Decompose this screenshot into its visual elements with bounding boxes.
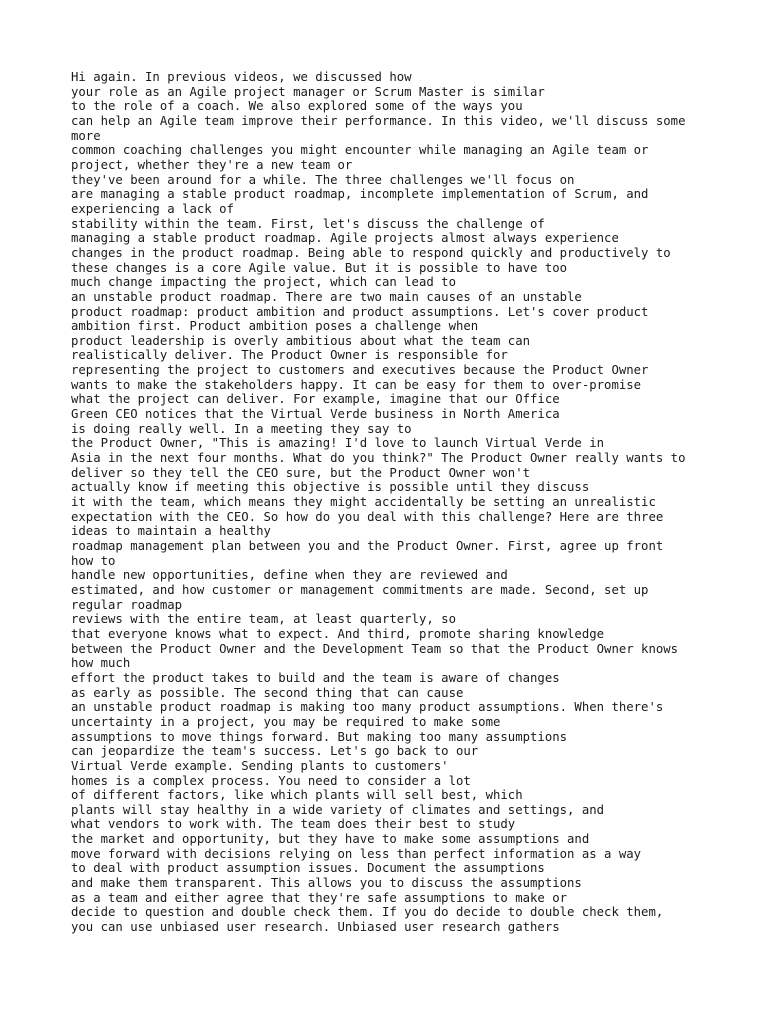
text-line: ideas to maintain a healthy bbox=[71, 524, 271, 539]
text-line: product leadership is overly ambitious about what the team can bbox=[71, 333, 531, 348]
text-line: experiencing a lack of bbox=[71, 201, 234, 216]
text-line: the Product Owner, "This is amazing! I'd love to launch Virtual Verde in bbox=[71, 436, 605, 451]
text-line: Hi again. In previous videos, we discussed how bbox=[71, 70, 412, 84]
text-line: and make them transparent. This allows you to discuss the assumptions bbox=[71, 876, 582, 891]
text-line: as a team and either agree that they're safe assumptions to make or bbox=[71, 890, 568, 905]
text-line: wants to make the stakeholders happy. It can be easy for them to over-promise bbox=[71, 377, 642, 392]
text-line: move forward with decisions relying on less than perfect information as a way bbox=[71, 846, 642, 861]
transcript-document bbox=[71, 70, 761, 935]
text-line: estimated, and how customer or management commitments are made. Second, set up bbox=[71, 582, 649, 597]
text-line: handle new opportunities, define when they are reviewed and bbox=[71, 568, 508, 583]
text-line: you can use unbiased user research. Unbiased user research gathers bbox=[71, 920, 560, 935]
text-line: plants will stay healthy in a wide variety of climates and settings, and bbox=[71, 802, 605, 817]
text-line: what vendors to work with. The team does their best to study bbox=[71, 817, 516, 832]
text-line: how much bbox=[71, 656, 131, 671]
text-line: ambition first. Product ambition poses a challenge when bbox=[71, 319, 479, 334]
text-line: are managing a stable product roadmap, incomplete implementation of Scrum, and bbox=[71, 187, 649, 202]
text-line: of different factors, like which plants will sell best, which bbox=[71, 788, 523, 803]
text-line: as early as possible. The second thing that can cause bbox=[71, 685, 464, 700]
text-line: decide to question and double check them. If you do decide to double check them, bbox=[71, 905, 664, 920]
text-line: an unstable product roadmap is making too many product assumptions. When there's bbox=[71, 700, 664, 715]
text-line: product roadmap: product ambition and product assumptions. Let's cover product bbox=[71, 304, 649, 319]
text-line: much change impacting the project, which can lead to bbox=[71, 275, 456, 290]
text-line: common coaching challenges you might encounter while managing an Agile team or bbox=[71, 143, 649, 158]
text-line: project, whether they're a new team or bbox=[71, 157, 353, 172]
text-line: realistically deliver. The Product Owner is responsible for bbox=[71, 348, 508, 363]
text-line: effort the product takes to build and the team is aware of changes bbox=[71, 670, 560, 685]
text-line: managing a stable product roadmap. Agile projects almost always experience bbox=[71, 231, 619, 246]
text-line: that everyone knows what to expect. And third, promote sharing knowledge bbox=[71, 626, 605, 641]
text-line: can jeopardize the team's success. Let's go back to our bbox=[71, 744, 479, 759]
text-line: expectation with the CEO. So how do you deal with this challenge? Here are three bbox=[71, 509, 664, 524]
text-line: actually know if meeting this objective is possible until they discuss bbox=[71, 480, 590, 495]
text-line: to the role of a coach. We also explored some of the ways you bbox=[71, 99, 523, 114]
text-line: stability within the team. First, let's discuss the challenge of bbox=[71, 216, 545, 231]
text-line: your role as an Agile project manager or Scrum Master is similar bbox=[71, 84, 545, 99]
text-line: is doing really well. In a meeting they say to bbox=[71, 421, 412, 436]
text-line: Asia in the next four months. What do you think?" The Product Owner really wants to bbox=[71, 451, 686, 466]
text-line: can help an Agile team improve their performance. In this video, we'll discuss some bbox=[71, 113, 686, 128]
text-line: between the Product Owner and the Development Team so that the Product Owner knows bbox=[71, 641, 679, 656]
text-line: roadmap management plan between you and the Product Owner. First, agree up front bbox=[71, 539, 664, 553]
text-line: changes in the product roadmap. Being able to respond quickly and productively to bbox=[71, 245, 671, 260]
text-line: it with the team, which means they might accidentally be setting an unrealistic bbox=[71, 495, 656, 510]
text-line: more bbox=[71, 128, 101, 143]
text-line: representing the project to customers and executives because the Product Owner bbox=[71, 363, 649, 378]
text-line: Green CEO notices that the Virtual Verde business in North America bbox=[71, 407, 560, 422]
text-line: to deal with product assumption issues. Document the assumptions bbox=[71, 861, 545, 876]
text-line: uncertainty in a project, you may be required to make some bbox=[71, 714, 501, 729]
text-line: assumptions to move things forward. But making too many assumptions bbox=[71, 729, 568, 744]
text-line: Virtual Verde example. Sending plants to customers' bbox=[71, 758, 449, 773]
text-line: homes is a complex process. You need to consider a lot bbox=[71, 773, 471, 788]
text-line: these changes is a core Agile value. But it is possible to have too bbox=[71, 260, 568, 275]
text-line: how to bbox=[71, 553, 116, 568]
text-line: what the project can deliver. For example, imagine that our Office bbox=[71, 392, 560, 407]
text-line: deliver so they tell the CEO sure, but the Product Owner won't bbox=[71, 465, 531, 480]
text-line: regular roadmap bbox=[71, 597, 183, 612]
text-line: they've been around for a while. The three challenges we'll focus on bbox=[71, 172, 575, 187]
text-line: reviews with the entire team, at least quarterly, so bbox=[71, 612, 456, 627]
text-line: the market and opportunity, but they have to make some assumptions and bbox=[71, 832, 590, 847]
text-line: an unstable product roadmap. There are two main causes of an unstable bbox=[71, 289, 582, 304]
